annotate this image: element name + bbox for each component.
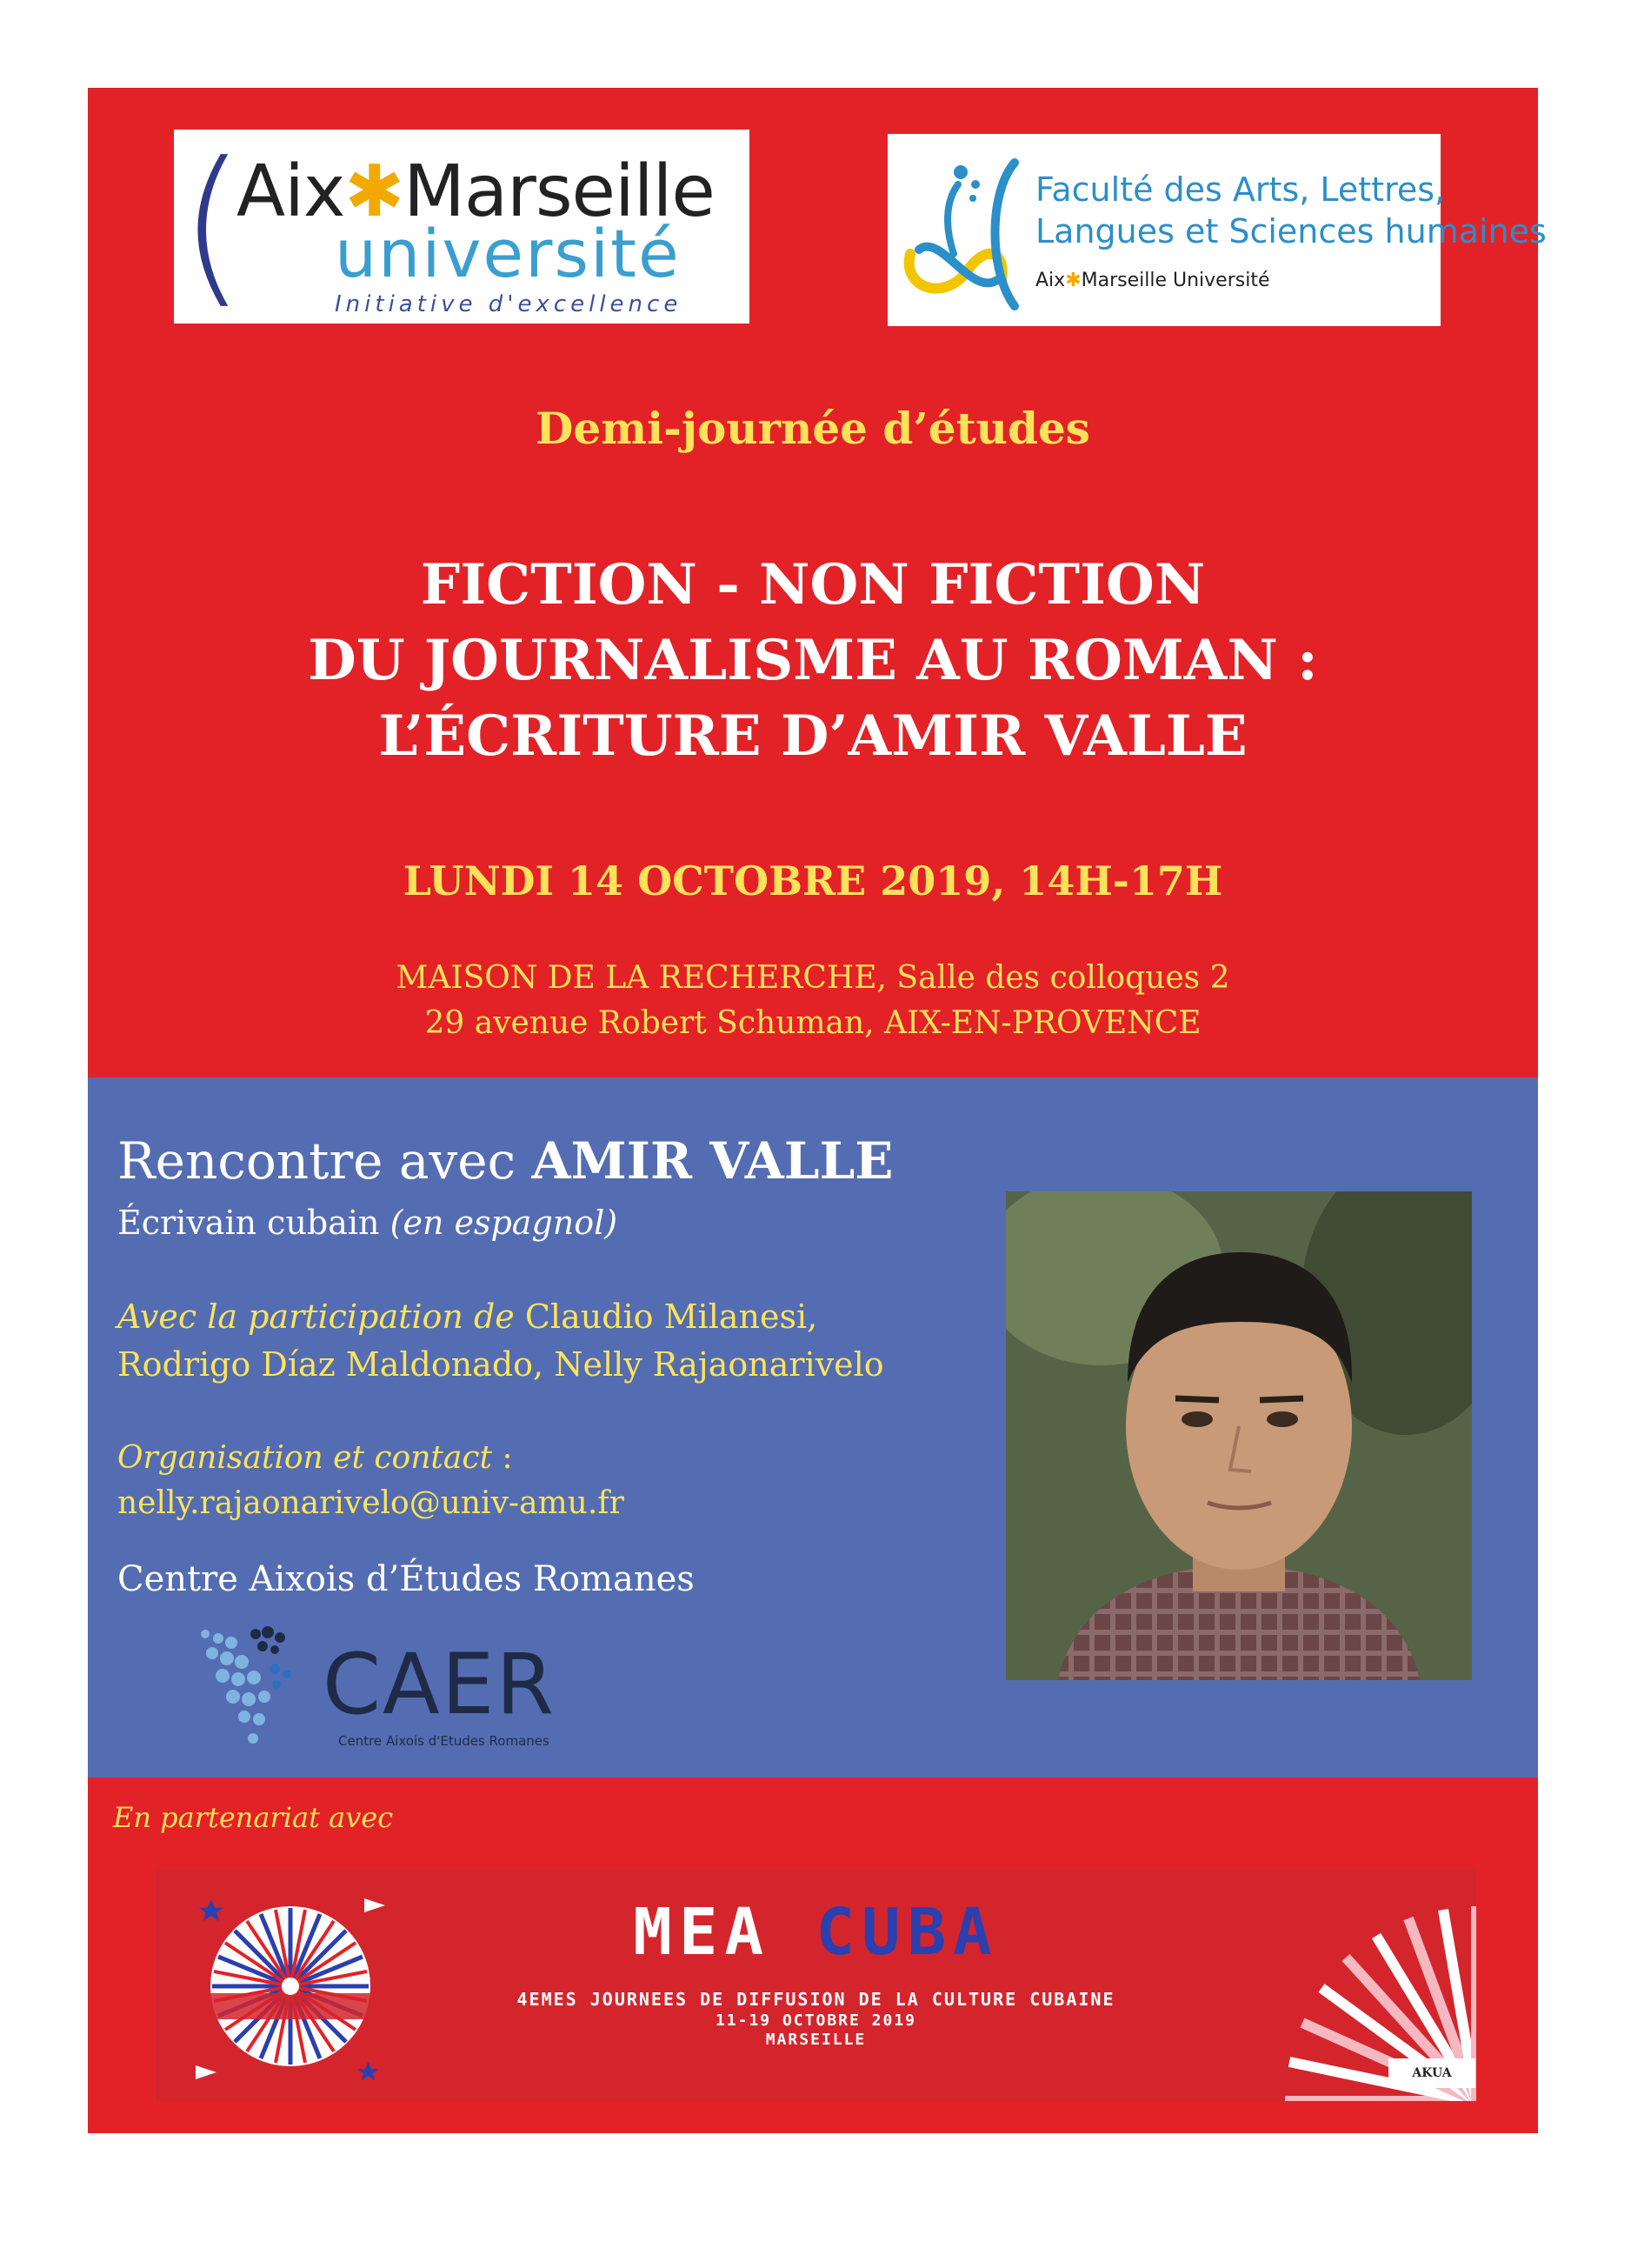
caer-full-name: Centre Aixois d'Etudes Romanes <box>338 1733 549 1749</box>
title-line: FICTION - NON FICTION <box>420 552 1206 617</box>
portrait-photo <box>1006 1191 1472 1680</box>
organisation-colon: : <box>491 1440 513 1476</box>
partnership-label: En partenariat avec <box>113 1801 394 1834</box>
faculty-star-icon: ✱ <box>1065 270 1082 291</box>
mea-subtitle: 4EMES JOURNEES DE DIFFUSION DE LA CULTURE CUBAINE <box>516 1989 1115 2010</box>
mea-word: MEA <box>633 1895 816 1970</box>
author-description <box>117 1204 617 1242</box>
amu-logo-aix: Aix <box>236 150 345 233</box>
faculty-univ-rest: Marseille Université <box>1081 270 1270 291</box>
author-role: Écrivain cubain <box>117 1204 390 1242</box>
amu-bracket-icon: ( <box>179 126 246 324</box>
mea-cuba-banner <box>156 1869 1476 2101</box>
venue-line: 29 avenue Robert Schuman, AIX-EN-PROVENCE <box>424 1005 1202 1042</box>
faculty-university-name <box>1035 270 1270 291</box>
rencontre-prefix: Rencontre avec <box>117 1131 532 1191</box>
caer-dot-map-icon <box>179 1617 318 1756</box>
research-centre-name: Centre Aixois d’Études Romanes <box>117 1559 695 1599</box>
event-type: Demi-journée d’études <box>536 403 1090 454</box>
amu-logo-marseille: Marseille <box>403 150 715 233</box>
amu-logo <box>174 126 749 324</box>
mea-dates: 11-19 OCTOBRE 2019 <box>715 2011 917 2030</box>
title-line: DU JOURNALISME AU ROMAN : <box>308 628 1318 694</box>
participants <box>117 1293 884 1389</box>
participation-label: Avec la participation de <box>117 1297 525 1336</box>
author-portrait-photo <box>1006 1191 1472 1680</box>
mea-city: MARSEILLE <box>765 2031 867 2049</box>
amu-star-icon: ✱ <box>344 150 404 233</box>
participants-line2: Rodrigo Díaz Maldonado, Nelly Rajaonarivelo <box>117 1345 884 1384</box>
header-panel <box>88 88 1547 1077</box>
participants-line1: Claudio Milanesi, <box>524 1297 818 1336</box>
faculty-name-line1: Faculté des Arts, Lettres, <box>1035 170 1446 209</box>
rencontre-heading <box>117 1131 894 1191</box>
amu-logo-tagline: Initiative d'excellence <box>335 291 682 317</box>
organisation-contact <box>117 1436 624 1526</box>
venue-line: MAISON DE LA RECHERCHE, Salle des colloques 2 <box>396 960 1230 996</box>
akua-badge: AKUA <box>1388 2058 1475 2088</box>
event-title <box>88 547 1538 774</box>
faculty-univ-aix: Aix <box>1035 270 1066 291</box>
organisation-label: Organisation et contact <box>117 1440 492 1476</box>
event-date: LUNDI 14 OCTOBRE 2019, 14H-17H <box>403 857 1223 904</box>
author-name: AMIR VALLE <box>531 1131 894 1191</box>
amu-logo-universite: université <box>335 215 681 292</box>
faculty-logo <box>888 134 1547 326</box>
faculty-name-line2: Langues et Sciences humaines <box>1035 212 1547 250</box>
event-venue <box>88 956 1538 1046</box>
contact-email[interactable]: nelly.rajaonarivelo@univ-amu.fr <box>117 1485 624 1522</box>
cuba-word: CUBA <box>816 1895 999 1970</box>
faculty-emblem-icon <box>893 150 1023 315</box>
title-line: L’ÉCRITURE D’AMIR VALLE <box>378 704 1248 770</box>
caer-acronym: CAER <box>323 1636 556 1733</box>
poster <box>88 88 1547 2133</box>
author-language: (en espagnol) <box>389 1204 618 1242</box>
